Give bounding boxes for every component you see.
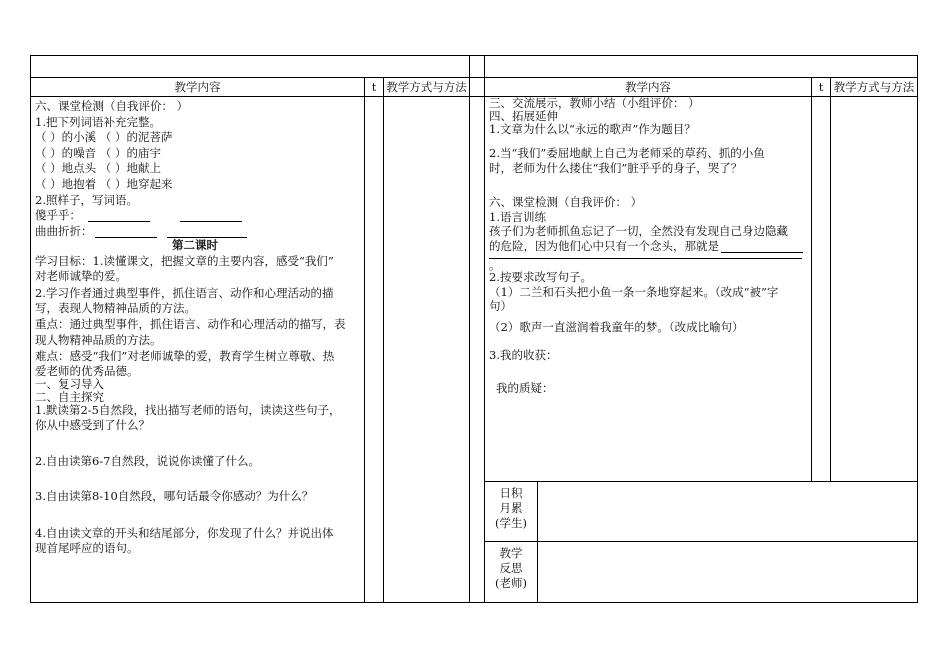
teaching-reflection-label: (老师): [495, 576, 527, 590]
step-review: 一、复习导入: [35, 377, 104, 391]
lesson-title: 第二课时: [172, 238, 218, 252]
fill-row-1: （ ）的小溪 （ ）的泥菩萨: [35, 130, 173, 144]
border-daily-top: [484, 481, 918, 482]
period-mark: 。: [489, 258, 501, 272]
task-fill-words: 1.把下列词语补充完整。: [35, 115, 161, 129]
daily-accumulation-label: 月累: [499, 501, 523, 515]
section-share: 三、交流展示，教师小结（小组评价： ）: [489, 96, 700, 110]
rewrite-2: （2）歌声一直滋润着我童年的梦。（改成比喻句）: [489, 320, 744, 334]
border-bottom: [30, 602, 918, 603]
training-text-line: 的危险，因为他们心中只有一个念头，那就是: [489, 239, 719, 253]
key-point: 现人物精神品质的方法。: [35, 333, 162, 347]
header-t-left: t: [371, 80, 377, 94]
example-word-2-label: 曲曲折折：: [35, 224, 93, 238]
header-content-right: 教学内容: [625, 80, 671, 94]
fill-row-2: （ ）的噪音 （ ）的庙宇: [35, 146, 161, 160]
extend-question-2: 时，老师为什么搂住“我们”脏乎乎的身子，哭了？: [489, 161, 743, 175]
difficult-point: 爱老师的优秀品德。: [35, 364, 139, 378]
answer-blank[interactable]: [95, 225, 157, 238]
border-right-method: [830, 77, 831, 482]
training-text: 孩子们为老师抓鱼忘记了一切，全然没有发现自己身边隐藏: [489, 224, 788, 238]
question-2: 2.自由读第6-7自然段，说说你读懂了什么。: [35, 454, 260, 468]
header-t-right: t: [818, 80, 824, 94]
rewrite-1: 句）: [489, 299, 512, 313]
learning-goal: 2.学习作者通过典型事件，抓住语言、动作和心理活动的描: [35, 286, 334, 300]
extend-question-1: 1.文章为什么以“永远的歌声”作为题目？: [489, 122, 696, 136]
my-questions: 我的质疑：: [496, 381, 554, 395]
border-left-t: [364, 77, 365, 603]
learning-goal: 写，表现人物精神品质的方法。: [35, 301, 196, 315]
header-method-right: 教学方式与方法: [833, 80, 915, 94]
language-training: 1.语言训练: [489, 210, 546, 224]
answer-blank[interactable]: [88, 209, 150, 222]
border-right: [917, 55, 918, 603]
daily-accumulation-label: 日积: [499, 486, 523, 500]
answer-line[interactable]: [489, 258, 802, 259]
border-header-top: [30, 77, 918, 78]
answer-blank[interactable]: [721, 240, 803, 253]
learning-goal: 学习目标：1.读懂课文，把握文章的主要内容，感受“我们”: [35, 254, 334, 268]
rewrite-task: 2.按要求改写句子。: [489, 270, 592, 284]
teaching-reflection-label: 反思: [499, 561, 523, 575]
question-4: 现首尾呼应的语句。: [35, 541, 139, 555]
rewrite-1: （1）二兰和石头把小鱼一条一条地穿起来。（改成“被”字: [489, 285, 779, 299]
section-class-check-right: 六、课堂检测（自我评价： ）: [489, 195, 643, 209]
learning-goal: 对老师诚挚的爱。: [35, 269, 127, 283]
step-explore: 二、自主探究: [35, 390, 104, 404]
border-top: [30, 55, 918, 56]
teaching-reflection-label: 教学: [499, 546, 523, 560]
border-middle-a: [469, 55, 470, 603]
answer-blank[interactable]: [180, 209, 242, 222]
task-write-words: 2.照样子，写词语。: [35, 193, 138, 207]
section-class-check: 六、课堂检测（自我评价： ）: [35, 99, 189, 113]
border-right-t: [811, 77, 812, 482]
border-reflect-top: [484, 541, 918, 542]
answer-blank[interactable]: [167, 225, 247, 238]
key-point: 重点：通过典型事件，抓住语言、动作和心理活动的描写，表: [35, 317, 346, 331]
question-1: 你从中感受到了什么？: [35, 418, 150, 432]
question-1: 1.默读第2-5自然段，找出描写老师的语句，读读这些句子，: [35, 403, 341, 417]
daily-accumulation-label: (学生): [495, 516, 527, 530]
header-method-left: 教学方式与方法: [386, 80, 467, 94]
training-text: [489, 239, 803, 253]
difficult-point: 难点：感受“我们”对老师诚挚的爱，教育学生树立尊敬、热: [35, 349, 335, 363]
fill-row-3: （ ）地点头 （ ）地献上: [35, 161, 161, 175]
question-4: 4.自由读文章的开头和结尾部分，你发现了什么？并说出体: [35, 526, 334, 540]
border-label-col: [537, 481, 538, 603]
example-word-1-label: 傻乎乎：: [35, 208, 81, 222]
fill-row-4: （ ）地抱着 （ ）地穿起来: [35, 177, 173, 191]
section-extend: 四、拓展延伸: [489, 109, 558, 123]
border-left: [30, 55, 31, 603]
border-left-method: [383, 77, 384, 603]
extend-question-2: 2.当“我们”委屈地献上自己为老师采的草药、抓的小鱼: [489, 146, 765, 160]
question-3: 3.自由读第8-10自然段，哪句话最令你感动？为什么？: [35, 489, 314, 503]
example-word-1: [35, 208, 242, 222]
border-header-bottom: [30, 96, 918, 97]
header-content-left: 教学内容: [174, 80, 221, 94]
example-word-2: [35, 224, 247, 238]
my-gains: 3.我的收获：: [489, 348, 558, 362]
